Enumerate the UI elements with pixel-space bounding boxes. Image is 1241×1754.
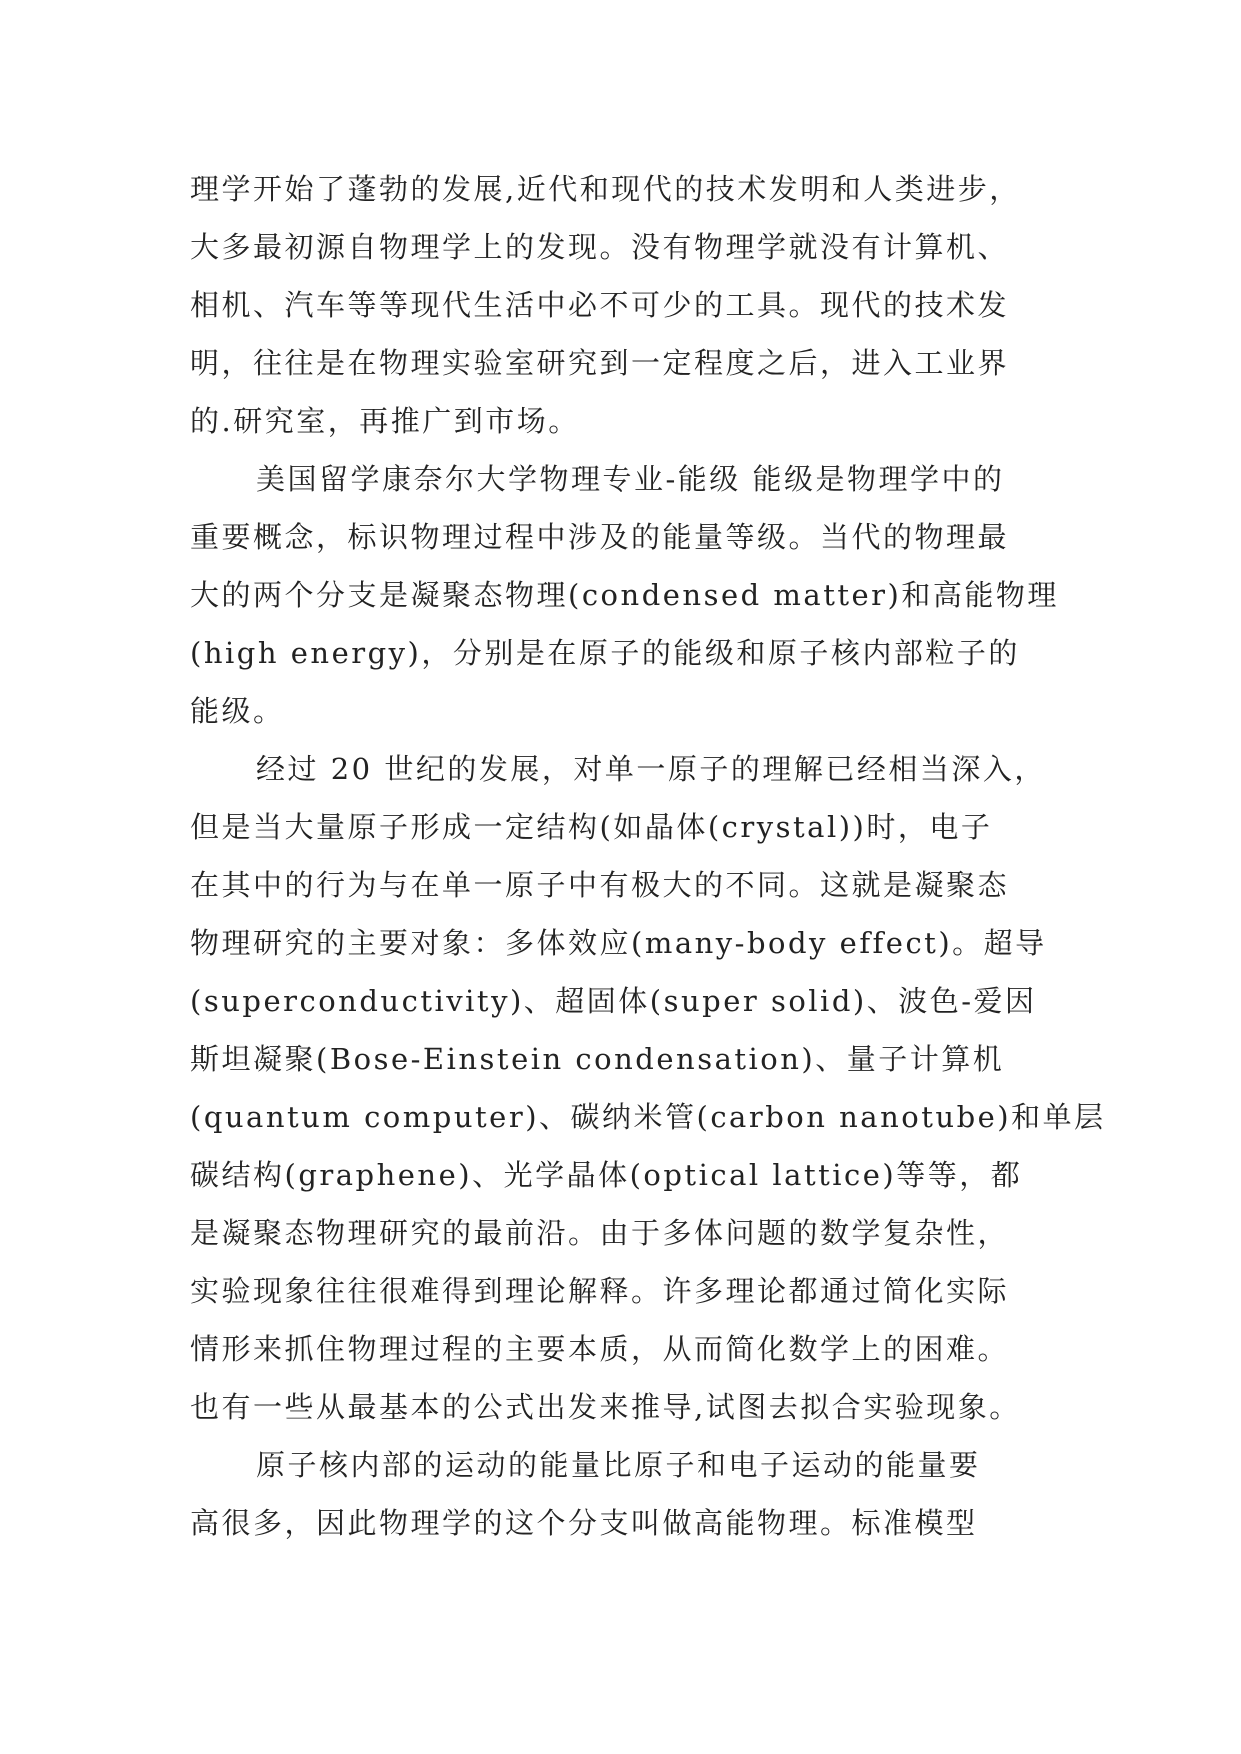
text-line: 但是当大量原子形成一定结构(如晶体(crystal))时，电子 [190,810,993,844]
text-line: 重要概念，标识物理过程中涉及的能量等级。当代的物理最 [190,520,1010,554]
text-line: (superconductivity)、超固体(super solid)、波色-爱因 [190,984,1037,1018]
text-line: 物理研究的主要对象：多体效应(many-body effect)。超导 [190,926,1047,960]
text-line: 高很多，因此物理学的这个分支叫做高能物理。标准模型 [190,1506,978,1540]
text-line: 是凝聚态物理研究的最前沿。由于多体问题的数学复杂性， [190,1216,1010,1250]
body-text [190,160,1106,1552]
text-line: (quantum computer)、碳纳米管(carbon nanotube)和单层 [190,1100,1106,1134]
paragraph [190,160,1070,450]
text-line: 大的两个分支是凝聚态物理(condensed matter)和高能物理 [190,578,1059,612]
text-line: 大多最初源自物理学上的发现。没有物理学就没有计算机、 [190,230,1010,264]
text-line: 能级。 [190,694,285,728]
text-line: 斯坦凝聚(Bose-Einstein condensation)、量子计算机 [190,1042,1005,1076]
text-line: 相机、汽车等等现代生活中必不可少的工具。现代的技术发 [190,288,1010,322]
text-line: 理学开始了蓬勃的发展,近代和现代的技术发明和人类进步， [190,172,1021,206]
text-line: 也有一些从最基本的公式出发来推导,试图去拟合实验现象。 [190,1390,1021,1424]
text-line: 明，往往是在物理实验室研究到一定程度之后，进入工业界 [190,346,1010,380]
text-line: 实验现象往往很难得到理论解释。许多理论都通过简化实际 [190,1274,1010,1308]
text-line: 原子核内部的运动的能量比原子和电子运动的能量要 [256,1448,981,1482]
text-line: 碳结构(graphene)、光学晶体(optical lattice)等等，都 [190,1158,1023,1192]
text-line: 经过 20 世纪的发展，对单一原子的理解已经相当深入， [256,752,1046,786]
text-line: 情形来抓住物理过程的主要本质，从而简化数学上的困难。 [190,1332,1010,1366]
paragraph [190,450,1070,740]
text-line: 在其中的行为与在单一原子中有极大的不同。这就是凝聚态 [190,868,1010,902]
paragraph [190,740,1106,1436]
text-line: 的.研究室，再推广到市场。 [190,404,580,438]
text-line: 美国留学康奈尔大学物理专业-能级 能级是物理学中的 [256,462,1005,496]
paragraph [190,1436,1070,1552]
text-line: (high energy)，分别是在原子的能级和原子核内部粒子的 [190,636,1020,670]
